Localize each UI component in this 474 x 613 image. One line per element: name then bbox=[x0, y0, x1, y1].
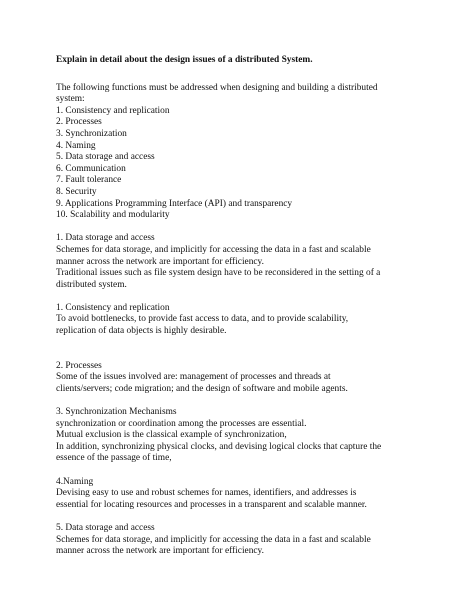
section-heading: 4.Naming bbox=[56, 476, 94, 487]
paragraph-line: To avoid bottlenecks, to provide fast access to data, and to provide scalability, bbox=[56, 314, 349, 325]
list-item: 2. Processes bbox=[56, 117, 102, 128]
paragraph-line: Schemes for data storage, and implicitly for accessing the data in a fast and scalable bbox=[56, 534, 371, 545]
paragraph-line: replication of data objects is highly desirable. bbox=[56, 326, 227, 337]
paragraph-line: manner across the network are important for efficiency. bbox=[56, 256, 264, 267]
paragraph-line: distributed system. bbox=[56, 279, 127, 290]
paragraph-line: Mutual exclusion is the classical example of synchronization, bbox=[56, 430, 287, 441]
intro-line: system: bbox=[56, 94, 85, 105]
list-item: 9. Applications Programming Interface (API) and transparency bbox=[56, 198, 293, 209]
section-heading: 3. Synchronization Mechanisms bbox=[56, 407, 177, 418]
section-heading: 1. Data storage and access bbox=[56, 233, 155, 244]
list-item: 8. Security bbox=[56, 186, 97, 197]
paragraph-line: manner across the network are important for efficiency. bbox=[56, 546, 264, 557]
paragraph-line: essence of the passage of time, bbox=[56, 453, 172, 464]
section-heading: 1. Consistency and replication bbox=[56, 302, 170, 313]
list-item: 5. Data storage and access bbox=[56, 152, 155, 163]
paragraph-line: Schemes for data storage, and implicitly for accessing the data in a fast and scalable bbox=[56, 244, 371, 255]
paragraph-line: synchronization or coordination among the processes are essential. bbox=[56, 418, 307, 429]
paragraph-line: In addition, synchronizing physical clocks, and devising logical clocks that capture the bbox=[56, 441, 382, 452]
list-item: 3. Synchronization bbox=[56, 128, 127, 139]
page-title: Explain in detail about the design issues of a distributed System. bbox=[56, 55, 313, 65]
section-synchronization bbox=[56, 407, 426, 465]
list-item: 7. Fault tolerance bbox=[56, 175, 122, 186]
paragraph-line: Devising easy to use and robust schemes for names, identifiers, and addresses is bbox=[56, 488, 357, 499]
section-processes bbox=[56, 361, 426, 396]
section-consistency bbox=[56, 303, 426, 338]
list-item: 10. Scalability and modularity bbox=[56, 210, 170, 221]
list-item: 1. Consistency and replication bbox=[56, 105, 170, 116]
section-heading: 5. Data storage and access bbox=[56, 522, 155, 533]
section-heading: 2. Processes bbox=[56, 360, 102, 371]
function-list bbox=[56, 106, 426, 222]
intro-line: The following functions must be addressed when designing and building a distributed bbox=[56, 82, 378, 93]
section-data-storage-2 bbox=[56, 523, 426, 558]
paragraph-line: clients/servers; code migration; and the design of software and mobile agents. bbox=[56, 383, 348, 394]
document-page bbox=[56, 55, 426, 558]
section-naming bbox=[56, 477, 426, 512]
paragraph-line: Traditional issues such as file system design have to be reconsidered in the setting of a bbox=[56, 268, 381, 279]
paragraph-line: Some of the issues involved are: management of processes and threads at bbox=[56, 372, 331, 383]
paragraph-line: essential for locating resources and processes in a transparent and scalable manner. bbox=[56, 499, 367, 510]
section-data-storage bbox=[56, 233, 426, 291]
list-item: 4. Naming bbox=[56, 140, 96, 151]
list-item: 6. Communication bbox=[56, 163, 126, 174]
